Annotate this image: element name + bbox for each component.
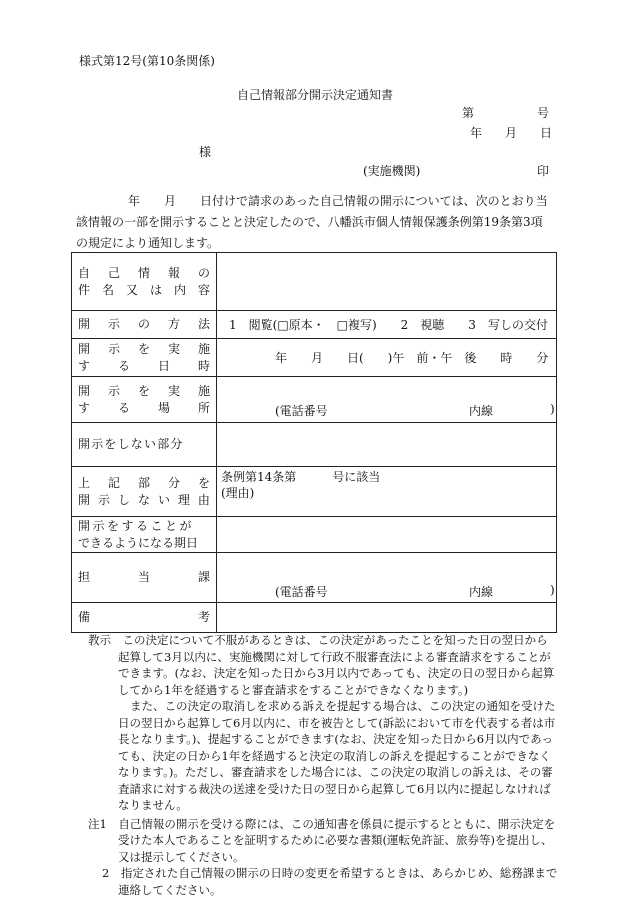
label-char: 時 <box>197 358 210 373</box>
label-char: 件 <box>78 282 91 297</box>
document-title: 自己情報部分開示決定通知書 <box>236 88 393 102</box>
label-char: す <box>78 400 91 415</box>
label-char: を <box>137 383 150 398</box>
subject-label-line1 <box>78 265 210 282</box>
label-char: を <box>197 475 210 490</box>
label-char: 実 <box>167 383 180 398</box>
form-number: 様式第12号(第10条関係) <box>79 54 215 68</box>
row-department <box>72 553 557 603</box>
row-datetime <box>72 339 557 377</box>
label-char: 開 <box>78 383 91 398</box>
label-char: る <box>117 358 130 373</box>
label-char: 名 <box>101 282 114 297</box>
number-suffix: 号 <box>537 106 550 120</box>
method-options: 1 閲覧(□原本・ □複写) 2 視聴 3 写しの交付 <box>229 318 548 332</box>
label-char: 課 <box>197 570 210 584</box>
method-value[interactable] <box>217 311 557 339</box>
label-char: の <box>197 265 210 280</box>
department-label <box>72 553 217 603</box>
label-char: 実 <box>167 341 180 356</box>
subject-label <box>72 253 217 311</box>
label-char: 担 <box>78 570 91 584</box>
label-char: い <box>157 492 170 507</box>
department-close-paren: ) <box>550 583 555 597</box>
disclosure-table <box>71 252 557 633</box>
label-char: 己 <box>107 265 120 280</box>
seal-label: 印 <box>537 164 550 178</box>
body-paragraph: 年 月 日付けで請求のあった自己情報の開示については、次のとおり当該情報の一部を開示することと決定したので、八幡浜市個人情報保護条例第19条第3項の規定により通知します。 <box>76 194 548 250</box>
disclosable-date-value[interactable] <box>217 517 557 553</box>
label-char: は <box>149 282 162 297</box>
label-char: 報 <box>167 265 180 280</box>
place-close-paren: ) <box>550 402 555 416</box>
place-phone-label: (電話番号 <box>275 404 328 418</box>
label-char: 自 <box>78 265 91 280</box>
label-char: 備 <box>78 610 91 624</box>
disclosable-date-label: 開示をすることが できるようになる期日 <box>72 517 217 553</box>
place-extension-label: 内線 <box>469 404 494 418</box>
date-day-label: 日 <box>540 126 553 140</box>
department-value[interactable] <box>217 553 557 603</box>
row-method <box>72 311 557 339</box>
label-char: 施 <box>197 383 210 398</box>
instruction-paragraph-2: また、この決定の取消しを求める訴えを提起する場合は、この決定の通知を受けた日の翌日から起算して6月以内に、市を被告として(訴訟において市を代表する者は市長となります。)、提起することができます(なお、決定を知った日から6月以内であっても、決定の日から1年を経過すると決定の取消しの訴えを提起することができなくなります。)。ただし、審査請求をした場合には、この決定の取消しの訴えは、その審査請求に対する裁決の送達を受けた日の翌日から起算して6月以内に提起しなければなりません。 <box>118 699 556 812</box>
label-char: 容 <box>197 282 210 297</box>
reason-label <box>72 467 217 517</box>
row-place <box>72 377 557 423</box>
label-char: 開 <box>78 317 91 331</box>
label-char: 又 <box>125 282 138 297</box>
label-char: の <box>137 317 150 331</box>
label-char: 情 <box>137 265 150 280</box>
label-char: 示 <box>107 383 120 398</box>
label-char: 部 <box>137 475 150 490</box>
label-char: 示 <box>107 341 120 356</box>
nondisclosed-value[interactable] <box>217 423 557 467</box>
addressee-suffix: 様 <box>199 145 212 159</box>
label-char: る <box>117 400 130 415</box>
label-char: 内 <box>173 282 186 297</box>
department-phone-label: (電話番号 <box>275 585 328 599</box>
label-char: し <box>117 492 130 507</box>
label-char: 由 <box>197 492 210 507</box>
datetime-label <box>72 339 217 377</box>
label-char: 上 <box>78 475 91 490</box>
reason-label-text: (理由) <box>221 486 255 500</box>
label-char: を <box>137 341 150 356</box>
note-2: 2 指定された自己情報の開示の日時の変更を希望するときは、あらかじめ、総務課まで連絡してください。 <box>102 866 558 897</box>
place-label <box>72 377 217 423</box>
label-char: 記 <box>107 475 120 490</box>
number-prefix: 第 <box>462 106 475 120</box>
department-extension-label: 内線 <box>469 585 494 599</box>
date-month-label: 月 <box>505 126 518 140</box>
label-char: 分 <box>167 475 180 490</box>
subject-value[interactable] <box>217 253 557 311</box>
note-1: 注1 自己情報の開示を受ける際には、この通知書を係員に提示するとともに、開示決定を受けた本人であることを証明するために必要な書類(運転免許証、旅券等)を提出し、又は提示してください。 <box>88 816 556 864</box>
remarks-label <box>72 603 217 633</box>
subject-label-line2 <box>78 282 210 299</box>
datetime-template: 年 月 日( )午 前・午 後 時 分 <box>275 351 549 365</box>
label-char: 当 <box>137 570 150 584</box>
reason-article: 条例第14条第 号に該当 <box>221 470 381 484</box>
notes-section <box>88 632 558 898</box>
label-char: 考 <box>197 610 210 624</box>
remarks-value[interactable] <box>217 603 557 633</box>
row-reason <box>72 467 557 517</box>
row-subject <box>72 253 557 311</box>
row-nondisclosed <box>72 423 557 467</box>
label-char: 開 <box>78 341 91 356</box>
label-char: 所 <box>197 400 210 415</box>
label-char: 開 <box>78 492 91 507</box>
method-label <box>72 311 217 339</box>
agency-label: (実施機関) <box>363 164 421 178</box>
label-char: 施 <box>197 341 210 356</box>
nondisclosed-label: 開示をしない部分 <box>72 423 217 467</box>
reason-value[interactable] <box>217 467 557 517</box>
date-year-label: 年 <box>470 126 483 140</box>
place-value[interactable] <box>217 377 557 423</box>
datetime-value[interactable] <box>217 339 557 377</box>
label-char: 示 <box>97 492 110 507</box>
row-remarks <box>72 603 557 633</box>
instruction-paragraph-1: 教示 この決定について不服があるときは、この決定があったことを知った日の翌日から起算して3月以内に、実施機関に対して行政不服審査法による審査請求をすることができます。(なお、決定を知った日から3月以内であっても、決定の日の翌日から起算してから1年を経過すると審査請求をすることができなくなります。) <box>88 633 555 697</box>
label-char: 方 <box>167 317 180 331</box>
label-char: 理 <box>177 492 190 507</box>
label-char: す <box>78 358 91 373</box>
row-disclosable-date <box>72 517 557 553</box>
label-char: 日 <box>157 358 170 373</box>
label-char: 示 <box>107 317 120 331</box>
label-char: 場 <box>157 400 170 415</box>
label-char: な <box>137 492 150 507</box>
label-char: 法 <box>197 317 210 331</box>
